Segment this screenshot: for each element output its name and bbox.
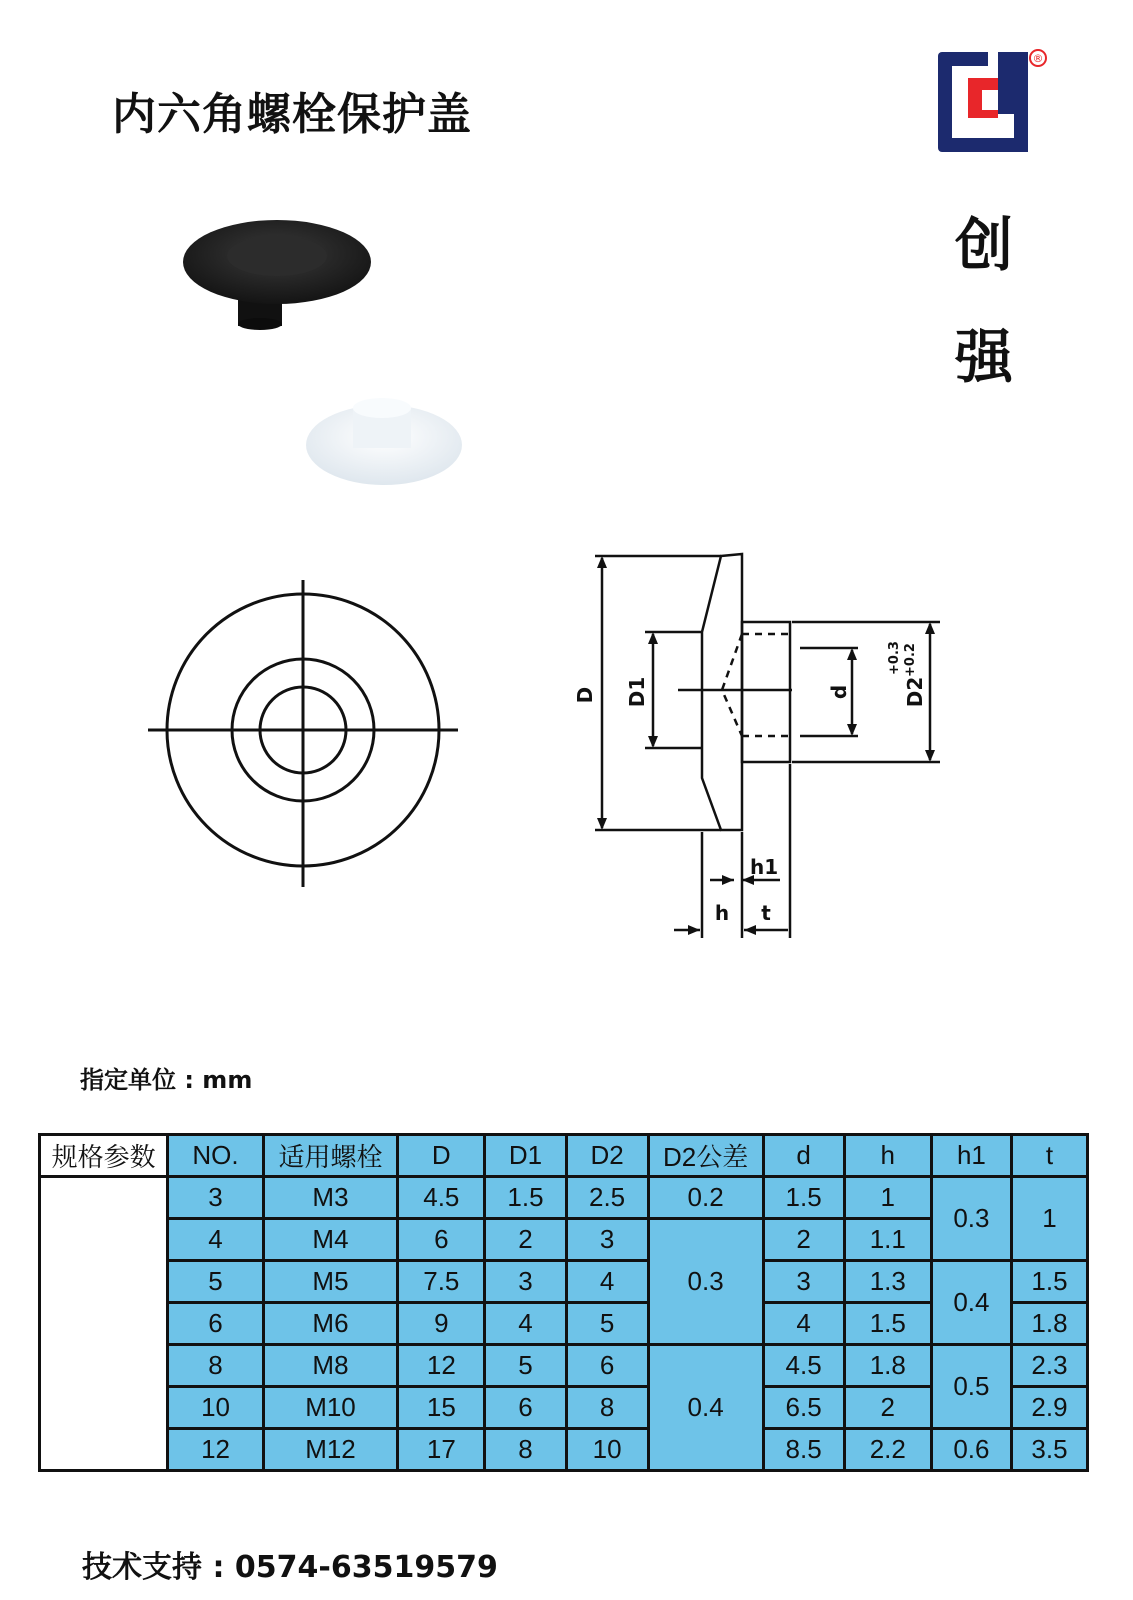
table-cell: 12	[168, 1429, 263, 1471]
label-h1: h1	[750, 855, 779, 879]
header-cell: t	[1011, 1135, 1087, 1177]
table-cell: 3.5	[1011, 1429, 1087, 1471]
header-cell: D1	[485, 1135, 566, 1177]
table-cell: 15	[398, 1387, 485, 1429]
table-cell: 4	[566, 1261, 648, 1303]
header-cell: d	[763, 1135, 844, 1177]
table-cell: 2	[763, 1219, 844, 1261]
front-view-drawing	[140, 580, 480, 920]
table-cell: 5	[168, 1261, 263, 1303]
header-cell: D	[398, 1135, 485, 1177]
table-cell: 0.3	[931, 1177, 1011, 1261]
label-D2-tol-lower: +0.2	[903, 643, 918, 677]
label-D2: D2	[903, 676, 927, 708]
table-cell: 0.3	[648, 1219, 763, 1345]
brand-char-1: 创	[955, 211, 1014, 279]
tech-support: 技术支持 : 0574-63519579	[82, 1550, 498, 1585]
header-cell: h1	[931, 1135, 1011, 1177]
table-cell: 3	[485, 1261, 566, 1303]
label-D2-tol-upper: +0.3	[887, 641, 902, 675]
label-d: d	[827, 684, 851, 700]
table-cell: 6	[566, 1345, 648, 1387]
table-cell: 8.5	[763, 1429, 844, 1471]
header-cell: D2公差	[648, 1135, 763, 1177]
black-cap-image	[183, 220, 371, 330]
table-cell: 1	[844, 1177, 931, 1219]
header-cell: 适用螺栓	[263, 1135, 397, 1177]
table-cell: 10	[168, 1387, 263, 1429]
page-title: 内六角螺栓保护盖	[112, 89, 472, 140]
table-cell: M4	[263, 1219, 397, 1261]
header-cell: D2	[566, 1135, 648, 1177]
table-header-row	[40, 1135, 1088, 1177]
table-cell: 9	[398, 1303, 485, 1345]
table-row	[40, 1387, 1088, 1429]
table-cell: 3	[763, 1261, 844, 1303]
table-cell: 2.9	[1011, 1387, 1087, 1429]
table-cell: 6	[485, 1387, 566, 1429]
table-cell: 2	[844, 1387, 931, 1429]
label-h: h	[714, 901, 730, 925]
table-cell: 2.5	[566, 1177, 648, 1219]
blank-spec-cell	[40, 1177, 168, 1471]
table-row	[40, 1261, 1088, 1303]
table-row	[40, 1345, 1088, 1387]
header-cell: 规格参数	[40, 1135, 168, 1177]
table-cell: 12	[398, 1345, 485, 1387]
header-cell: h	[844, 1135, 931, 1177]
table-cell: M12	[263, 1429, 397, 1471]
table-cell: 7.5	[398, 1261, 485, 1303]
table-row	[40, 1303, 1088, 1345]
table-cell: 4	[485, 1303, 566, 1345]
table-cell: 4.5	[398, 1177, 485, 1219]
table-cell: 4.5	[763, 1345, 844, 1387]
table-cell: 1.5	[763, 1177, 844, 1219]
table-cell: 10	[566, 1429, 648, 1471]
label-D1: D1	[625, 676, 649, 708]
table-cell: 0.2	[648, 1177, 763, 1219]
brand-logo	[938, 44, 1048, 164]
table-cell: 1.8	[844, 1345, 931, 1387]
table-cell: M6	[263, 1303, 397, 1345]
table-row	[40, 1429, 1088, 1471]
table-cell: 17	[398, 1429, 485, 1471]
table-cell: 5	[485, 1345, 566, 1387]
registered-mark: ®	[1032, 52, 1044, 65]
table-cell: 1	[1011, 1177, 1087, 1261]
table-cell: 1.3	[844, 1261, 931, 1303]
table-cell: 3	[168, 1177, 263, 1219]
brand-char-2: 强	[955, 323, 1014, 391]
table-cell: 8	[168, 1345, 263, 1387]
table-cell: 5	[566, 1303, 648, 1345]
unit-label: 指定单位 : mm	[80, 1066, 253, 1094]
table-cell: M5	[263, 1261, 397, 1303]
white-cap-image	[306, 398, 462, 485]
label-t: t	[761, 901, 771, 925]
table-cell: M3	[263, 1177, 397, 1219]
table-cell: 0.4	[931, 1261, 1011, 1345]
table-row	[40, 1177, 1088, 1219]
table-cell: 1.1	[844, 1219, 931, 1261]
header-cell: NO.	[168, 1135, 263, 1177]
product-photo	[160, 200, 540, 520]
table-cell: 0.4	[648, 1345, 763, 1471]
label-D: D	[573, 686, 597, 704]
table-cell: 4	[168, 1219, 263, 1261]
table-cell: 0.6	[931, 1429, 1011, 1471]
table-cell: M10	[263, 1387, 397, 1429]
table-cell: 1.5	[844, 1303, 931, 1345]
spec-table	[38, 1133, 1089, 1472]
table-cell: 6	[168, 1303, 263, 1345]
table-cell: 6	[398, 1219, 485, 1261]
table-cell: 2.3	[1011, 1345, 1087, 1387]
table-cell: 2	[485, 1219, 566, 1261]
table-cell: 1.5	[1011, 1261, 1087, 1303]
table-cell: 8	[485, 1429, 566, 1471]
table-cell: 3	[566, 1219, 648, 1261]
side-view-drawing	[570, 540, 990, 970]
table-row	[40, 1219, 1088, 1261]
table-cell: 4	[763, 1303, 844, 1345]
table-cell: 1.8	[1011, 1303, 1087, 1345]
table-cell: 2.2	[844, 1429, 931, 1471]
table-cell: 8	[566, 1387, 648, 1429]
table-cell: M8	[263, 1345, 397, 1387]
table-cell: 6.5	[763, 1387, 844, 1429]
table-cell: 1.5	[485, 1177, 566, 1219]
table-cell: 0.5	[931, 1345, 1011, 1429]
